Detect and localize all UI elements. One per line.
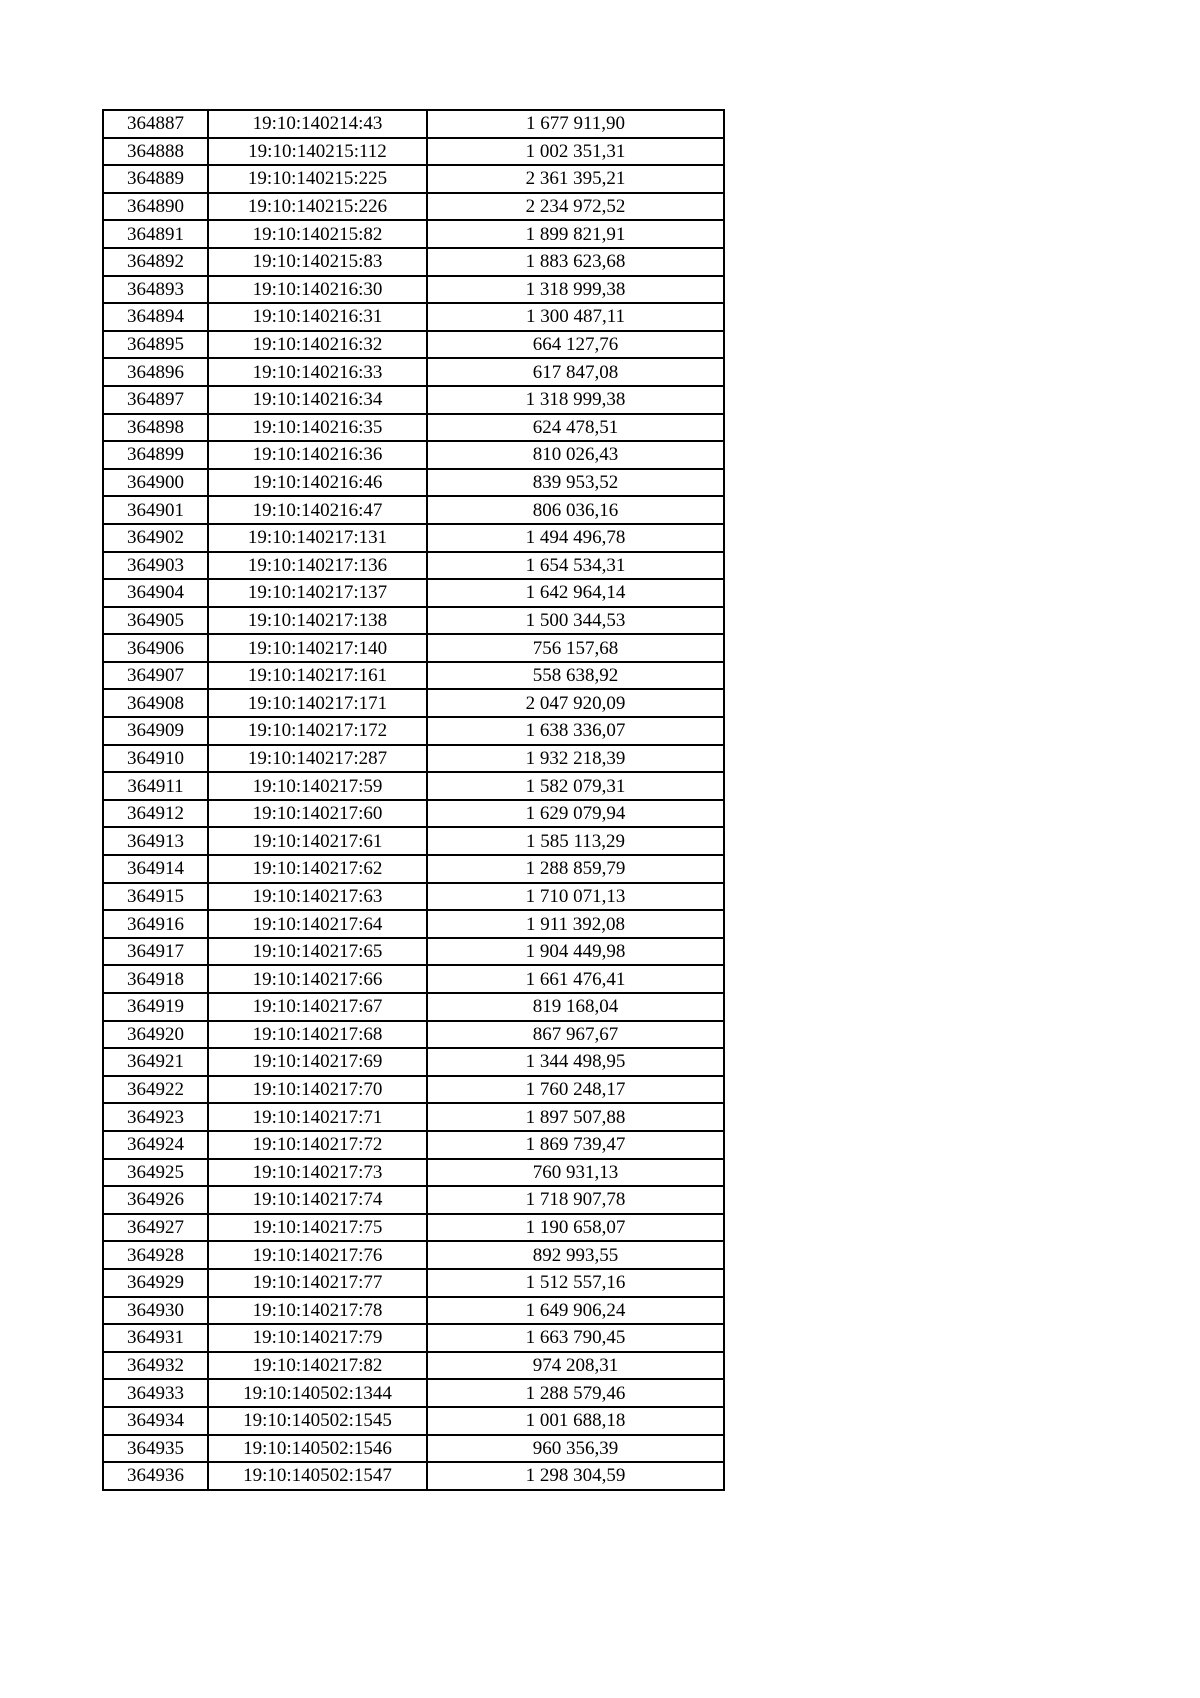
cadastral-number-cell: 19:10:140217:77 bbox=[208, 1269, 427, 1297]
row-number-cell: 364889 bbox=[103, 165, 208, 193]
cadastral-number-cell: 19:10:140217:79 bbox=[208, 1324, 427, 1352]
cadastral-number-cell: 19:10:140502:1546 bbox=[208, 1435, 427, 1463]
cadastral-number-cell: 19:10:140217:63 bbox=[208, 883, 427, 911]
row-number-cell: 364928 bbox=[103, 1241, 208, 1269]
cadastral-number-cell: 19:10:140217:64 bbox=[208, 910, 427, 938]
table-row bbox=[103, 276, 724, 304]
row-number-cell: 364936 bbox=[103, 1462, 208, 1490]
cadastral-number-cell: 19:10:140217:68 bbox=[208, 1021, 427, 1049]
table-row bbox=[103, 855, 724, 883]
cadastral-number-cell: 19:10:140502:1547 bbox=[208, 1462, 427, 1490]
table-row bbox=[103, 1297, 724, 1325]
cadastral-value-cell: 1 500 344,53 bbox=[427, 607, 724, 635]
cadastral-value-cell: 1 001 688,18 bbox=[427, 1407, 724, 1435]
cadastral-value-cell: 1 897 507,88 bbox=[427, 1103, 724, 1131]
cadastral-value-cell: 2 234 972,52 bbox=[427, 193, 724, 221]
table-body bbox=[103, 110, 724, 1490]
row-number-cell: 364925 bbox=[103, 1159, 208, 1187]
row-number-cell: 364911 bbox=[103, 772, 208, 800]
table-row bbox=[103, 303, 724, 331]
table-row bbox=[103, 1352, 724, 1380]
table-row bbox=[103, 1021, 724, 1049]
cadastral-number-cell: 19:10:140217:161 bbox=[208, 662, 427, 690]
cadastral-value-cell: 2 047 920,09 bbox=[427, 689, 724, 717]
cadastral-value-cell: 1 760 248,17 bbox=[427, 1076, 724, 1104]
cadastral-number-cell: 19:10:140217:72 bbox=[208, 1131, 427, 1159]
table-row bbox=[103, 717, 724, 745]
row-number-cell: 364935 bbox=[103, 1435, 208, 1463]
row-number-cell: 364891 bbox=[103, 220, 208, 248]
cadastral-number-cell: 19:10:140217:75 bbox=[208, 1214, 427, 1242]
cadastral-value-cell: 892 993,55 bbox=[427, 1241, 724, 1269]
table-row bbox=[103, 938, 724, 966]
cadastral-number-cell: 19:10:140215:83 bbox=[208, 248, 427, 276]
cadastral-value-table bbox=[102, 109, 725, 1491]
row-number-cell: 364918 bbox=[103, 965, 208, 993]
cadastral-number-cell: 19:10:140216:36 bbox=[208, 441, 427, 469]
cadastral-value-cell: 1 869 739,47 bbox=[427, 1131, 724, 1159]
cadastral-value-cell: 756 157,68 bbox=[427, 634, 724, 662]
cadastral-value-cell: 819 168,04 bbox=[427, 993, 724, 1021]
table-row bbox=[103, 800, 724, 828]
row-number-cell: 364903 bbox=[103, 552, 208, 580]
row-number-cell: 364890 bbox=[103, 193, 208, 221]
cadastral-value-cell: 974 208,31 bbox=[427, 1352, 724, 1380]
cadastral-value-cell: 664 127,76 bbox=[427, 331, 724, 359]
table-row bbox=[103, 469, 724, 497]
table-row bbox=[103, 662, 724, 690]
cadastral-number-cell: 19:10:140216:35 bbox=[208, 414, 427, 442]
cadastral-number-cell: 19:10:140217:62 bbox=[208, 855, 427, 883]
row-number-cell: 364905 bbox=[103, 607, 208, 635]
cadastral-value-cell: 1 318 999,38 bbox=[427, 276, 724, 304]
table-row bbox=[103, 1214, 724, 1242]
row-number-cell: 364894 bbox=[103, 303, 208, 331]
row-number-cell: 364892 bbox=[103, 248, 208, 276]
cadastral-value-cell: 1 288 859,79 bbox=[427, 855, 724, 883]
cadastral-number-cell: 19:10:140216:47 bbox=[208, 496, 427, 524]
table-row bbox=[103, 1269, 724, 1297]
cadastral-value-cell: 1 663 790,45 bbox=[427, 1324, 724, 1352]
cadastral-number-cell: 19:10:140217:136 bbox=[208, 552, 427, 580]
cadastral-value-cell: 1 904 449,98 bbox=[427, 938, 724, 966]
table-row bbox=[103, 193, 724, 221]
table-row bbox=[103, 634, 724, 662]
cadastral-value-cell: 960 356,39 bbox=[427, 1435, 724, 1463]
row-number-cell: 364906 bbox=[103, 634, 208, 662]
row-number-cell: 364912 bbox=[103, 800, 208, 828]
row-number-cell: 364907 bbox=[103, 662, 208, 690]
row-number-cell: 364927 bbox=[103, 1214, 208, 1242]
cadastral-value-cell: 1 318 999,38 bbox=[427, 386, 724, 414]
cadastral-number-cell: 19:10:140217:76 bbox=[208, 1241, 427, 1269]
row-number-cell: 364909 bbox=[103, 717, 208, 745]
table-row bbox=[103, 1186, 724, 1214]
cadastral-number-cell: 19:10:140217:138 bbox=[208, 607, 427, 635]
row-number-cell: 364893 bbox=[103, 276, 208, 304]
row-number-cell: 364900 bbox=[103, 469, 208, 497]
cadastral-value-cell: 1 494 496,78 bbox=[427, 524, 724, 552]
cadastral-value-cell: 1 629 079,94 bbox=[427, 800, 724, 828]
cadastral-value-cell: 1 718 907,78 bbox=[427, 1186, 724, 1214]
table-row bbox=[103, 441, 724, 469]
row-number-cell: 364916 bbox=[103, 910, 208, 938]
table-row bbox=[103, 358, 724, 386]
row-number-cell: 364931 bbox=[103, 1324, 208, 1352]
cadastral-number-cell: 19:10:140217:137 bbox=[208, 579, 427, 607]
row-number-cell: 364902 bbox=[103, 524, 208, 552]
table-row bbox=[103, 1324, 724, 1352]
cadastral-value-cell: 1 710 071,13 bbox=[427, 883, 724, 911]
row-number-cell: 364933 bbox=[103, 1379, 208, 1407]
cadastral-value-cell: 806 036,16 bbox=[427, 496, 724, 524]
cadastral-number-cell: 19:10:140217:61 bbox=[208, 827, 427, 855]
cadastral-number-cell: 19:10:140502:1545 bbox=[208, 1407, 427, 1435]
cadastral-number-cell: 19:10:140217:60 bbox=[208, 800, 427, 828]
row-number-cell: 364922 bbox=[103, 1076, 208, 1104]
cadastral-number-cell: 19:10:140217:172 bbox=[208, 717, 427, 745]
cadastral-number-cell: 19:10:140217:59 bbox=[208, 772, 427, 800]
row-number-cell: 364904 bbox=[103, 579, 208, 607]
table-row bbox=[103, 1103, 724, 1131]
row-number-cell: 364926 bbox=[103, 1186, 208, 1214]
cadastral-number-cell: 19:10:140216:34 bbox=[208, 386, 427, 414]
cadastral-value-cell: 1 661 476,41 bbox=[427, 965, 724, 993]
table-row bbox=[103, 138, 724, 166]
cadastral-number-cell: 19:10:140217:171 bbox=[208, 689, 427, 717]
cadastral-number-cell: 19:10:140216:31 bbox=[208, 303, 427, 331]
cadastral-number-cell: 19:10:140216:46 bbox=[208, 469, 427, 497]
cadastral-value-cell: 1 642 964,14 bbox=[427, 579, 724, 607]
cadastral-value-cell: 1 883 623,68 bbox=[427, 248, 724, 276]
cadastral-number-cell: 19:10:140217:69 bbox=[208, 1048, 427, 1076]
table-row bbox=[103, 965, 724, 993]
cadastral-value-cell: 1 582 079,31 bbox=[427, 772, 724, 800]
table-row bbox=[103, 827, 724, 855]
cadastral-value-cell: 867 967,67 bbox=[427, 1021, 724, 1049]
cadastral-number-cell: 19:10:140217:65 bbox=[208, 938, 427, 966]
cadastral-number-cell: 19:10:140217:71 bbox=[208, 1103, 427, 1131]
cadastral-number-cell: 19:10:140215:225 bbox=[208, 165, 427, 193]
cadastral-value-cell: 1 344 498,95 bbox=[427, 1048, 724, 1076]
cadastral-number-cell: 19:10:140217:82 bbox=[208, 1352, 427, 1380]
row-number-cell: 364913 bbox=[103, 827, 208, 855]
table-row bbox=[103, 607, 724, 635]
table-row bbox=[103, 883, 724, 911]
table-row bbox=[103, 552, 724, 580]
table-row bbox=[103, 331, 724, 359]
row-number-cell: 364901 bbox=[103, 496, 208, 524]
row-number-cell: 364888 bbox=[103, 138, 208, 166]
table-row bbox=[103, 1379, 724, 1407]
row-number-cell: 364919 bbox=[103, 993, 208, 1021]
table-row bbox=[103, 1407, 724, 1435]
row-number-cell: 364908 bbox=[103, 689, 208, 717]
row-number-cell: 364915 bbox=[103, 883, 208, 911]
row-number-cell: 364924 bbox=[103, 1131, 208, 1159]
cadastral-number-cell: 19:10:140217:74 bbox=[208, 1186, 427, 1214]
row-number-cell: 364917 bbox=[103, 938, 208, 966]
cadastral-number-cell: 19:10:140216:30 bbox=[208, 276, 427, 304]
table-row bbox=[103, 745, 724, 773]
cadastral-value-cell: 1 638 336,07 bbox=[427, 717, 724, 745]
row-number-cell: 364897 bbox=[103, 386, 208, 414]
cadastral-number-cell: 19:10:140217:67 bbox=[208, 993, 427, 1021]
cadastral-number-cell: 19:10:140215:112 bbox=[208, 138, 427, 166]
table-row bbox=[103, 910, 724, 938]
table-row bbox=[103, 993, 724, 1021]
row-number-cell: 364910 bbox=[103, 745, 208, 773]
cadastral-value-cell: 1 911 392,08 bbox=[427, 910, 724, 938]
cadastral-number-cell: 19:10:140216:32 bbox=[208, 331, 427, 359]
cadastral-value-cell: 624 478,51 bbox=[427, 414, 724, 442]
table-row bbox=[103, 1048, 724, 1076]
row-number-cell: 364929 bbox=[103, 1269, 208, 1297]
cadastral-value-cell: 1 899 821,91 bbox=[427, 220, 724, 248]
cadastral-number-cell: 19:10:140217:73 bbox=[208, 1159, 427, 1187]
cadastral-number-cell: 19:10:140217:140 bbox=[208, 634, 427, 662]
cadastral-number-cell: 19:10:140215:226 bbox=[208, 193, 427, 221]
cadastral-value-cell: 1 512 557,16 bbox=[427, 1269, 724, 1297]
cadastral-value-cell: 1 654 534,31 bbox=[427, 552, 724, 580]
cadastral-number-cell: 19:10:140216:33 bbox=[208, 358, 427, 386]
cadastral-value-cell: 617 847,08 bbox=[427, 358, 724, 386]
table-row bbox=[103, 110, 724, 138]
cadastral-number-cell: 19:10:140217:66 bbox=[208, 965, 427, 993]
table-row bbox=[103, 1435, 724, 1463]
row-number-cell: 364930 bbox=[103, 1297, 208, 1325]
row-number-cell: 364914 bbox=[103, 855, 208, 883]
cadastral-number-cell: 19:10:140215:82 bbox=[208, 220, 427, 248]
cadastral-number-cell: 19:10:140217:131 bbox=[208, 524, 427, 552]
row-number-cell: 364898 bbox=[103, 414, 208, 442]
table-row bbox=[103, 248, 724, 276]
cadastral-number-cell: 19:10:140217:70 bbox=[208, 1076, 427, 1104]
row-number-cell: 364895 bbox=[103, 331, 208, 359]
row-number-cell: 364923 bbox=[103, 1103, 208, 1131]
cadastral-value-cell: 2 361 395,21 bbox=[427, 165, 724, 193]
cadastral-value-cell: 558 638,92 bbox=[427, 662, 724, 690]
cadastral-value-cell: 1 932 218,39 bbox=[427, 745, 724, 773]
cadastral-value-cell: 1 288 579,46 bbox=[427, 1379, 724, 1407]
cadastral-value-cell: 760 931,13 bbox=[427, 1159, 724, 1187]
table-row bbox=[103, 524, 724, 552]
table-row bbox=[103, 220, 724, 248]
table-row bbox=[103, 689, 724, 717]
table-row bbox=[103, 414, 724, 442]
cadastral-value-cell: 1 677 911,90 bbox=[427, 110, 724, 138]
cadastral-value-cell: 1 649 906,24 bbox=[427, 1297, 724, 1325]
row-number-cell: 364899 bbox=[103, 441, 208, 469]
row-number-cell: 364896 bbox=[103, 358, 208, 386]
table-row bbox=[103, 1076, 724, 1104]
row-number-cell: 364932 bbox=[103, 1352, 208, 1380]
cadastral-number-cell: 19:10:140217:78 bbox=[208, 1297, 427, 1325]
cadastral-number-cell: 19:10:140217:287 bbox=[208, 745, 427, 773]
cadastral-number-cell: 19:10:140502:1344 bbox=[208, 1379, 427, 1407]
row-number-cell: 364887 bbox=[103, 110, 208, 138]
cadastral-value-cell: 1 002 351,31 bbox=[427, 138, 724, 166]
cadastral-value-cell: 1 190 658,07 bbox=[427, 1214, 724, 1242]
table-row bbox=[103, 1131, 724, 1159]
table-row bbox=[103, 1159, 724, 1187]
row-number-cell: 364934 bbox=[103, 1407, 208, 1435]
table-row bbox=[103, 579, 724, 607]
cadastral-value-cell: 810 026,43 bbox=[427, 441, 724, 469]
table-row bbox=[103, 496, 724, 524]
row-number-cell: 364920 bbox=[103, 1021, 208, 1049]
table-row bbox=[103, 386, 724, 414]
cadastral-value-cell: 1 298 304,59 bbox=[427, 1462, 724, 1490]
row-number-cell: 364921 bbox=[103, 1048, 208, 1076]
cadastral-value-cell: 1 300 487,11 bbox=[427, 303, 724, 331]
cadastral-value-cell: 1 585 113,29 bbox=[427, 827, 724, 855]
table-row bbox=[103, 772, 724, 800]
table-row bbox=[103, 1241, 724, 1269]
table-row bbox=[103, 165, 724, 193]
table-row bbox=[103, 1462, 724, 1490]
cadastral-value-cell: 839 953,52 bbox=[427, 469, 724, 497]
cadastral-number-cell: 19:10:140214:43 bbox=[208, 110, 427, 138]
